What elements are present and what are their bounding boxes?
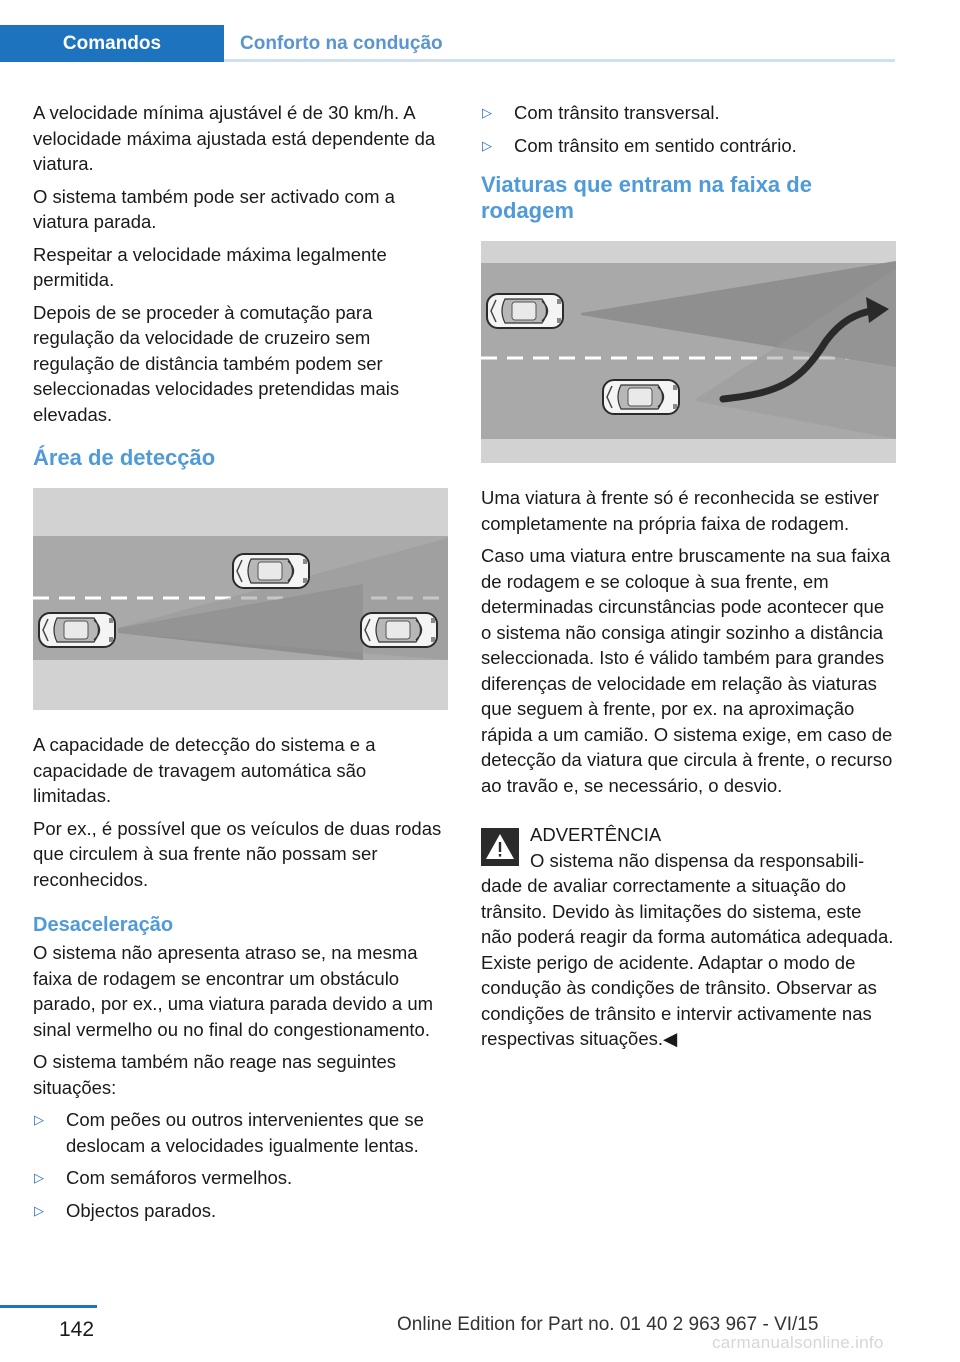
paragraph: Por ex., é possível que os veículos de duas rodas que circulem à sua frente não possam ser reconhecidos.: [33, 817, 442, 890]
section-tab-conforto: Conforto na condução: [240, 32, 443, 54]
warning-triangle-icon: [481, 828, 519, 866]
heading-vehicles-entering: Viaturas que entram na faixa de rodagem: [481, 172, 812, 223]
cut-in-figure: [481, 241, 896, 463]
list-item: ▷ Com peões ou outros intervenientes que se deslocam a velocidades igualmente lentas.: [34, 1109, 424, 1156]
paragraph: Caso uma viatura entre bruscamente na sua faixa de rodagem e se coloque à sua frente, em determinadas circunstâncias pode acontecer que o sistema não consiga atingir sozinho a distância seleccionada. Isto é válido também para grandes diferenças de velocidade em relação às viaturas que seguem à frente, por ex. na aproximação rápida a um camião. O sistema exige, em caso de detecção da viatura que circula à frente, o recurso ao travão e, se necessário, o desvio.: [481, 545, 893, 796]
list-item: ▷ Com semáforos vermelhos.: [33, 1165, 448, 1191]
paragraph: O sistema também pode ser activado com a viatura parada.: [33, 185, 395, 232]
list-item: ▷ Objectos parados.: [33, 1198, 448, 1224]
footer-rule: [0, 1305, 97, 1308]
warning-text: dade de avaliar correctamente a situação do trânsito. Devido às limitações do sistema, este não poderá reagir da forma automática adequada. Existe perigo de acidente. Adaptar o modo de condução às condições de trânsito. Observar as condições de trânsito e intervir activamente nas respectivas situações.◀: [481, 875, 894, 1049]
warning-box: [481, 822, 896, 1052]
triangle-right-icon: ▷: [34, 1112, 44, 1127]
triangle-right-icon: ▷: [34, 1170, 44, 1185]
left-column: [33, 100, 448, 1230]
page-header: [0, 25, 895, 62]
paragraph: Respeitar a velocidade máxima legalmente permitida.: [33, 243, 387, 290]
warning-title: ADVERTÊNCIA: [530, 824, 662, 845]
watermark: carmanualsonline.info: [712, 1333, 884, 1352]
heading-detection-area: Área de detecção: [33, 445, 216, 470]
triangle-right-icon: ▷: [482, 105, 492, 120]
detection-area-figure: [33, 488, 448, 710]
paragraph: Uma viatura à frente só é reconhecida se estiver completamente na própria faixa de rodagem.: [481, 487, 879, 534]
bullet-list: [33, 1107, 448, 1223]
heading-deceleration: Desaceleração: [33, 914, 174, 936]
paragraph: A velocidade mínima ajustável é de 30 km/h. A velocidade máxima ajustada está dependente da viatura.: [33, 102, 436, 174]
section-tab-comandos: Comandos: [0, 25, 224, 62]
triangle-right-icon: ▷: [482, 137, 492, 153]
page-number: 142: [59, 1318, 95, 1341]
right-column: [481, 100, 896, 1059]
paragraph: O sistema não apresenta atraso se, na mesma faixa de rodagem se encontrar um obstáculo parado, por ex., uma viatura parada devido a um sinal vermelho ou no final do congestionamento.: [33, 942, 434, 1040]
edition-note: Online Edition for Part no. 01 40 2 963 967 - VI/15: [397, 1314, 819, 1335]
paragraph: Depois de se proceder à comutação para regulação da velocidade de cruzeiro sem regulação de distância também podem ser seleccionadas velocidades pretendidas mais elevadas.: [33, 301, 400, 425]
paragraph: O sistema também não reage nas seguintes situações:: [33, 1051, 396, 1098]
triangle-right-icon: ▷: [34, 1202, 44, 1218]
bullet-list: [481, 100, 896, 158]
warning-text-first-line: O sistema não dispensa da responsabili-: [530, 849, 865, 871]
paragraph: A capacidade de detecção do sistema e a capacidade de travagem automática são limitadas.: [33, 734, 376, 806]
list-item: ▷ Com trânsito transversal.: [481, 100, 896, 126]
header-rule: [224, 59, 895, 62]
list-item: ▷ Com trânsito em sentido contrário.: [481, 133, 896, 159]
